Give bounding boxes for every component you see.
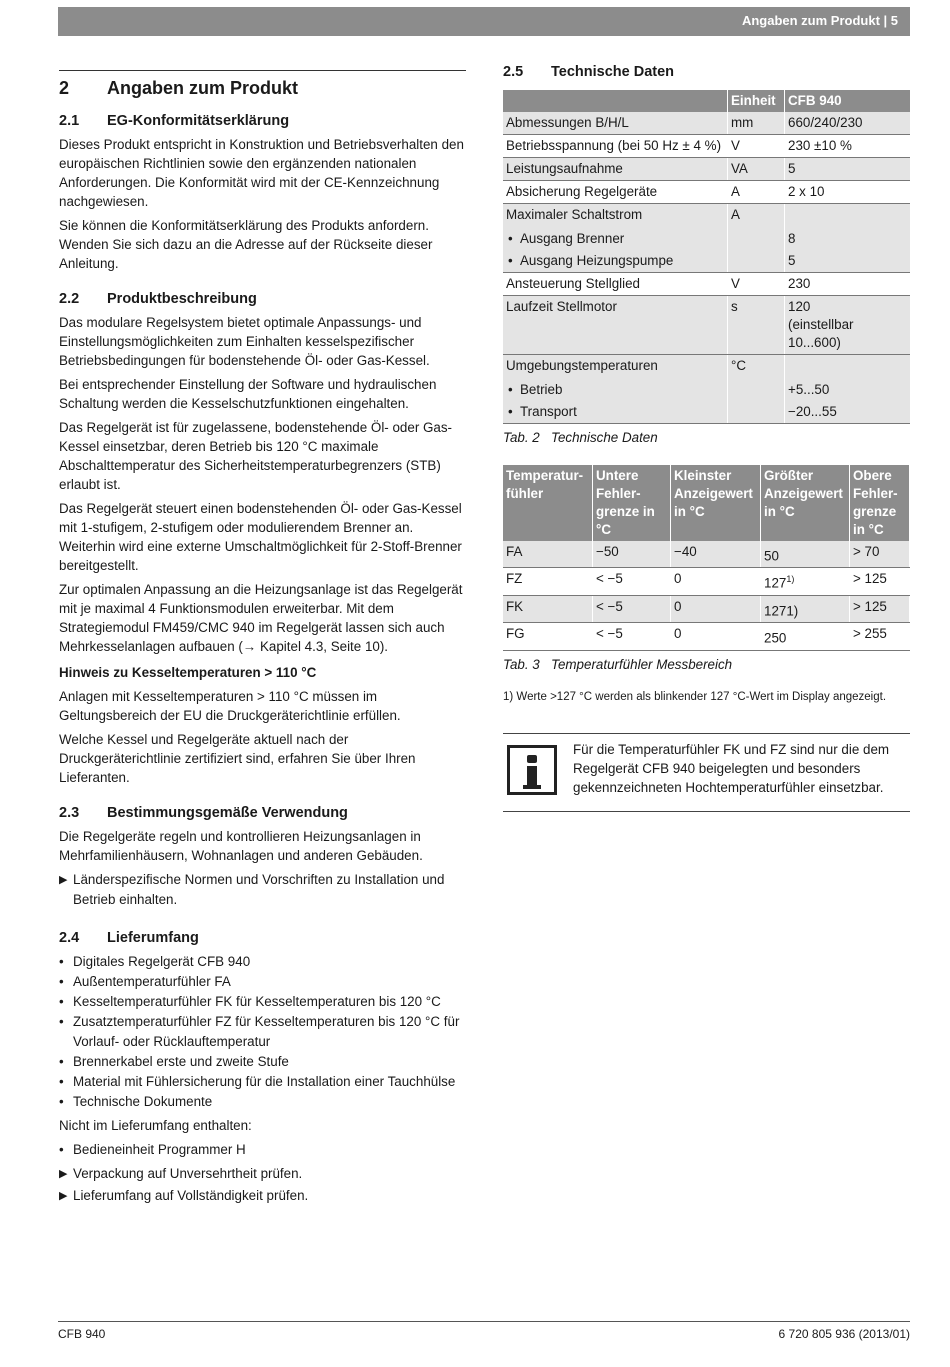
sensor-range-table [503,465,910,651]
list-item: • Material mit Fühlersicherung für die Installation einer Tauchhülse [59,1074,456,1089]
table-cell: 1271) [761,595,850,622]
table-cell: Leistungsaufnahme [503,158,728,181]
table-cell: > 125 [850,568,910,595]
table-cell: °C [728,355,785,378]
table-cell: 250 [761,623,850,650]
table-cell: VA [728,158,785,181]
section-title: EG-Konformitätserklärung [107,113,290,129]
section-number: 2.2 [59,291,80,307]
section-rule [59,70,466,71]
right-column [503,62,910,812]
not-included-list [59,1140,466,1160]
table-cell: 2 x 10 [785,181,911,204]
table-cell: > 70 [850,541,910,568]
table-caption: Tab. 3 Temperaturfühler Messbereich [503,656,733,672]
section-heading-2-1 [59,113,466,129]
table-cell [728,377,785,401]
paragraph: Bei entsprechender Einstellung der Software und hydraulischen Schaltung werden die Kesselschutzfunktionen eingehalten. [59,377,437,411]
table-cell: FG [503,623,593,650]
table-header-row [503,90,910,112]
section-title: Technische Daten [551,64,675,80]
table-cell: Abmessungen B/H/L [503,112,728,135]
action-step [59,1164,466,1184]
table-header-cell [503,90,728,112]
list-item: • Digitales Regelgerät CFB 940 [59,954,251,969]
table-cell: +5...50 [785,377,911,401]
paragraph: Zur optimalen Anpassung an die Heizungsanlage ist das Regelgerät mit je maximal 4 Funktionsmodulen erweiterbar. Mit dem Strategiemodul FM459/CMC 940 im Regelgerät lassen sich auch Mehrkesselanlagen aufbauen (→ Kapitel 4.3, Seite 10). [59,582,463,654]
action-text: Lieferumfang auf Vollständigkeit prüfen. [73,1188,309,1203]
table-row [503,401,910,424]
table-row [503,623,910,650]
table-cell [785,355,911,378]
left-column [59,70,466,1208]
list-item: • Technische Dokumente [59,1094,213,1109]
section-title: Produktbeschreibung [107,291,257,307]
table-header-cell: Untere Fehler-grenze in °C [593,465,671,541]
header-title: Angaben zum Produkt | 5 [741,13,898,28]
chapter-number: 2 [59,78,70,98]
table-cell: 127$^{1)}$ [761,568,850,595]
table-header-cell: Einheit [728,90,785,112]
table-cell: 0 [671,623,761,650]
paragraph: Das modulare Regelsystem bietet optimale Anpassungs- und Einstellungsmöglichkeiten zum Einhalten kesselspezifischer Betriebsbedingungen für bodenstehende Öl- oder Gas-Kessel. [59,315,430,368]
table-row [503,355,910,378]
table-cell: 50 [761,541,850,568]
footer-rule [58,1321,910,1322]
table-row [503,296,910,355]
list-item: • Bedieneinheit Programmer H [59,1142,246,1157]
action-triangle-icon: ▶ [59,874,68,886]
table-cell: V [728,273,785,296]
section-number: 2.5 [503,64,524,80]
table-cell: < −5 [593,568,671,595]
footer-product: CFB 940 [58,1327,106,1341]
paragraph: Die Regelgeräte regeln und kontrollieren Heizungsanlagen in Mehrfamilienhäusern, Wohnanlagen und anderen Gebäuden. [59,829,423,863]
table-cell: 230 [785,273,911,296]
table-header-cell: Kleinster Anzeigewert in °C [671,465,761,541]
table-caption: Tab. 2 Technische Daten [503,430,658,445]
section-title: Lieferumfang [107,930,199,946]
table-cell: −50 [593,541,671,568]
table-cell: −40 [671,541,761,568]
list-item: • Außentemperaturfühler FA [59,974,231,989]
table-cell: > 125 [850,595,910,622]
action-triangle-icon: ▶ [59,1190,68,1202]
table-cell: A [728,204,785,227]
table-cell: • Betrieb [503,377,728,401]
table-cell: < −5 [593,623,671,650]
section-heading-2-3 [59,805,466,821]
table-cell: 660/240/230 [785,112,911,135]
delivery-list [59,952,466,1112]
table-header-cell: Obere Fehler-grenze in °C [850,465,910,541]
table-cell: 5 [785,158,911,181]
section-heading-2-2 [59,291,466,307]
section-number: 2.1 [59,113,80,129]
table-row [503,250,910,273]
section-heading-2-4 [59,930,466,946]
table-row [503,568,910,595]
section-heading-2-5 [503,64,910,80]
table-cell: > 255 [850,623,910,650]
table-cell: mm [728,112,785,135]
table-row [503,273,910,296]
table-cell: Absicherung Regelgeräte [503,181,728,204]
paragraph: Dieses Produkt entspricht in Konstruktion und Betriebsverhalten den europäischen Richtlinien sowie den ergänzenden nationalen Anforderungen. Die Konformität wird mit der CE-Kennzeichnung nachgewiesen. [59,137,464,209]
table-cell: • Ausgang Brenner [503,226,728,250]
list-item: • Kesseltemperaturfühler FK für Kesseltemperaturen bis 120 °C [59,994,441,1009]
table-cell [728,401,785,424]
table-cell: FK [503,595,593,622]
table-cell: FA [503,541,593,568]
chapter-title: Angaben zum Produkt [107,78,299,98]
table-row [503,181,910,204]
table-header-cell: Temperatur-fühler [503,465,593,541]
table-cell: • Transport [503,401,728,424]
table-cell: s [728,296,785,355]
table-cell: 0 [671,595,761,622]
table-row [503,112,910,135]
table-cell: Laufzeit Stellmotor [503,296,728,355]
paragraph: Das Regelgerät ist für zugelassene, bodenstehende Öl- oder Gas-Kessel einsetzbar, deren Betrieb bis 120 °C maximale Abschalttemperatur des Sicherheitstemperaturbegrenzers (STB) erlaubt ist. [59,420,453,492]
list-item: • Zusatztemperaturfühler FZ für Kesseltemperaturen bis 120 °C für Vorlauf- oder Rücklauftemperatur [59,1014,460,1049]
info-icon [507,745,557,795]
table-cell: A [728,181,785,204]
table-cell: 0 [671,568,761,595]
table-cell: Maximaler Schaltstrom [503,204,728,227]
action-text: Verpackung auf Unversehrtheit prüfen. [73,1166,303,1181]
section-title: Bestimmungsgemäße Verwendung [107,805,348,821]
list-item: • Brennerkabel erste und zweite Stufe [59,1054,289,1069]
technical-data-table [503,90,910,424]
table-cell: 5 [785,250,911,273]
action-step [59,1186,466,1206]
action-step [59,870,466,910]
action-triangle-icon: ▶ [59,1168,68,1180]
chapter-heading [59,78,466,99]
table-cell [785,204,911,227]
table-cell: 230 ±10 % [785,135,911,158]
table-cell: Betriebsspannung (bei 50 Hz ± 4 %) [503,135,728,158]
table-cell: 8 [785,226,911,250]
info-text: Für die Temperaturfühler FK und FZ sind nur die dem Regelgerät CFB 940 beigelegten und besonders gekennzeichneten Hochtemperaturfühler einsetzbar. [573,741,890,795]
table-row [503,204,910,227]
paragraph: Anlagen mit Kesseltemperaturen > 110 °C müssen im Geltungsbereich der EU die Druckgeräterichtlinie erfüllen. [59,689,401,723]
table-cell: −20...55 [785,401,911,424]
paragraph: Nicht im Lieferumfang enthalten: [59,1118,252,1133]
info-box [503,733,910,812]
table-cell: V [728,135,785,158]
table-cell: Umgebungstemperaturen [503,355,728,378]
table-header-row [503,465,910,541]
header-bar [58,7,910,36]
note-heading: Hinweis zu Kesseltemperaturen > 110 °C [59,665,317,680]
section-number: 2.4 [59,930,80,946]
table-cell: FZ [503,568,593,595]
paragraph: Sie können die Konformitätserklärung des Produkts anfordern. Wenden Sie sich dazu an die Adresse auf der Rückseite dieser Anleitung. [59,218,433,271]
table-header-cell: Größter Anzeigewert in °C [761,465,850,541]
table-cell: Ansteuerung Stellglied [503,273,728,296]
table-row [503,377,910,401]
paragraph: Welche Kessel und Regelgeräte aktuell nach der Druckgeräterichtlinie zertifiziert sind, erfahren Sie über Ihren Lieferanten. [59,732,416,785]
table-cell: < −5 [593,595,671,622]
table-row [503,226,910,250]
table-header-cell: CFB 940 [785,90,911,112]
table-row [503,135,910,158]
paragraph: Das Regelgerät steuert einen bodenstehenden Öl- oder Gas-Kessel mit 1-stufigem, 2-stufigem oder modulierendem Brenner an. Weiterhin wird eine externe Umschaltmöglichkeit für 2-Stoff-Brenner bereitgestellt. [59,501,462,573]
table-row [503,595,910,622]
section-number: 2.3 [59,805,80,821]
action-text: Länderspezifische Normen und Vorschriften zu Installation und Betrieb einhalten. [73,872,445,907]
table-row [503,541,910,568]
table-cell [728,250,785,273]
table-cell: 120 (einstellbar 10...600) [785,296,911,355]
table-row [503,158,910,181]
table-cell: • Ausgang Heizungspumpe [503,250,728,273]
footer-doc-number: 6 720 805 936 (2013/01) [778,1327,910,1341]
table-cell [728,226,785,250]
footnote: 1) Werte >127 °C werden als blinkender 127 °C-Wert im Display angezeigt. [503,690,887,703]
